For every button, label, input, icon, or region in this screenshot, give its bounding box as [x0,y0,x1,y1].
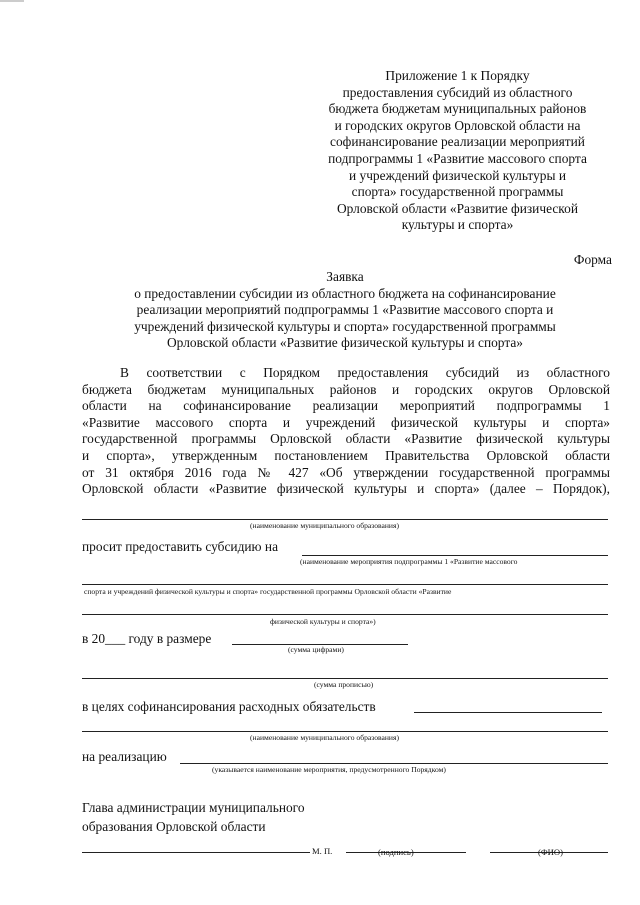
body-paragraph [82,365,610,498]
signature-left-line[interactable] [82,852,310,853]
sum-digits-caption: (сумма цифрами) [288,645,344,654]
name-caption: (ФИО) [538,847,563,857]
cofinancing-field-line[interactable] [414,712,602,713]
title-line: о предоставлении субсидии из областного бюджета на софинансирование [134,285,556,301]
sum-words-field-line[interactable] [82,678,608,679]
appendix-line: и городских округов Орловской области на [334,117,581,133]
municipality-caption-2: (наименование муниципального образования) [250,733,399,742]
body-line: «Развитие массового спорта и учреждений физической культуры и спорта» [82,414,610,430]
activity-caption-end: физической культуры и спорта») [270,617,376,626]
appendix-line: подпрограммы 1 «Развитие массового спорта [328,150,587,166]
implementation-field-line[interactable] [180,763,608,764]
sum-words-caption: (сумма прописью) [314,680,374,689]
appendix-header [300,68,615,234]
document-title [80,269,610,352]
activity-field-line[interactable] [302,555,608,556]
body-line: государственной программы Орловской области «Развитие физической культуры [82,431,610,447]
appendix-line: софинансирование реализации мероприятий [330,134,585,150]
activity-field-line-2[interactable] [82,584,608,585]
activity-caption-continued: спорта и учреждений физической культуры и спорта» государственной программы Орловской области «Развитие [84,587,452,596]
body-line: В соответствии с Порядком предоставления субсидий из областного [120,365,610,380]
signature-caption: (подпись) [378,847,414,857]
title-line: реализации мероприятий подпрограммы 1 «Развитие массового спорта и [136,302,554,318]
appendix-line: предоставления субсидий из областного [342,84,573,100]
appendix-line: спорта» государственной программы [351,184,564,200]
appendix-line: культуры и спорта» [401,217,514,233]
title-line: учреждений физической культуры и спорта» государственной программы [134,318,556,334]
municipality-caption: (наименование муниципального образования) [250,521,399,530]
activity-field-line-3[interactable] [82,614,608,615]
body-line: области на софинансирование реализации мероприятий подпрограммы 1 [82,398,610,414]
title-line: Заявка [326,269,364,284]
head-line: Глава администрации муниципального [82,800,305,815]
title-line: Орловской области «Развитие физической культуры и спорта» [167,335,523,351]
body-line: бюджета бюджетам муниципальных районов и городских округов Орловской [82,381,610,397]
body-line: Орловской области «Развитие физической культуры и спорта» (далее – Порядок), [82,481,610,497]
appendix-line: бюджета бюджетам муниципальных районов [328,101,587,117]
activity-caption: (наименование мероприятия подпрограммы 1 «Развитие массового [300,557,518,566]
implementation-caption: (указывается наименование мероприятия, предусмотренного Порядком) [212,765,446,774]
implementation-label: на реализацию [82,749,167,764]
scan-artifact [0,0,24,2]
appendix-line: и учреждений физической культуры и [348,167,566,183]
body-line: от 31 октября 2016 года № 427 «Об утверждении государственной программы [82,464,610,480]
head-line: образования Орловской области [82,819,266,834]
stamp-label: М. П. [312,846,333,856]
head-of-administration [82,798,305,836]
municipality-field-line-2[interactable] [82,731,608,732]
request-label: просит предоставить субсидию на [82,539,279,554]
body-line: и спорта», утвержденным постановлением Правительства Орловской области [82,447,610,463]
year-amount-label: в 20___ году в размере [82,631,212,646]
cofinancing-label: в целях софинансирования расходных обязательств [82,699,376,714]
appendix-line: Приложение 1 к Порядку [385,68,530,83]
appendix-line: Орловской области «Развитие физической [336,200,578,216]
form-label: Форма [573,252,612,267]
municipality-field-line[interactable] [82,519,608,520]
